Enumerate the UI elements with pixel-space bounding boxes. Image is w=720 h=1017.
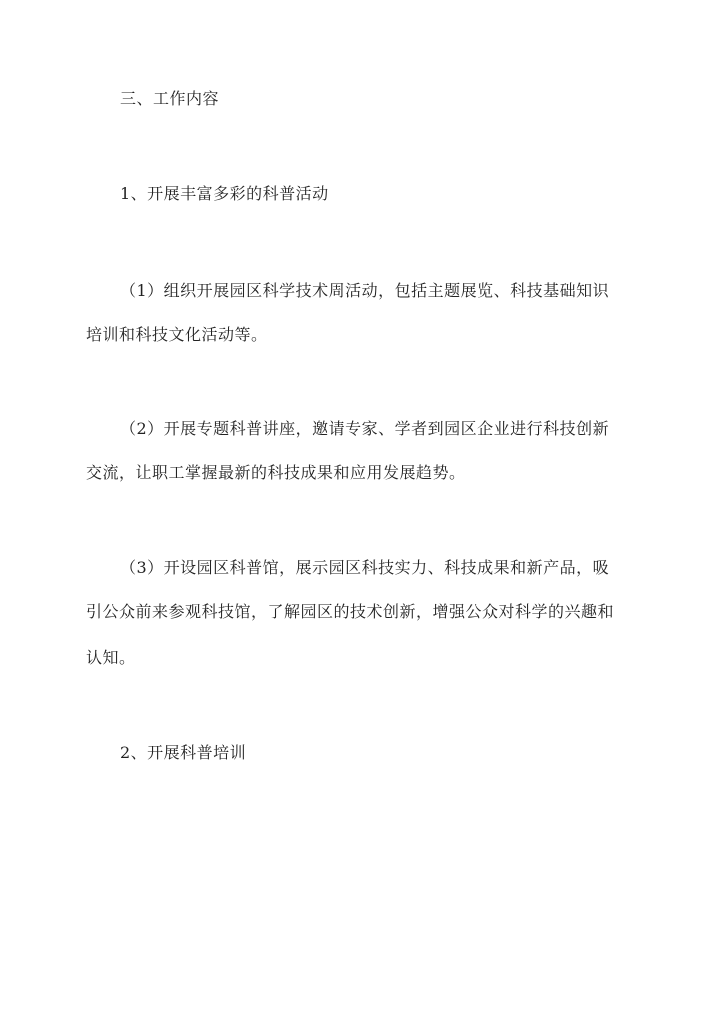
paragraph-3-line-1: （3）开设园区科普馆，展示园区科技实力、科技成果和新产品，吸 — [120, 558, 610, 577]
subsection-heading-2: 2、开展科普培训 — [120, 743, 247, 762]
subsection-heading-1: 1、开展丰富多彩的科普活动 — [120, 184, 329, 203]
paragraph-3-line-3: 认知。 — [86, 648, 136, 667]
paragraph-1-line-1: （1）组织开展园区科学技术周活动，包括主题展览、科技基础知识 — [120, 281, 610, 300]
paragraph-2-line-2: 交流，让职工掌握最新的科技成果和应用发展趋势。 — [86, 463, 466, 482]
paragraph-1-line-2: 培训和科技文化活动等。 — [86, 325, 268, 344]
section-heading: 三、工作内容 — [120, 89, 220, 108]
paragraph-2-line-1: （2）开展专题科普讲座，邀请专家、学者到园区企业进行科技创新 — [120, 419, 610, 438]
paragraph-3-line-2: 引公众前来参观科技馆，了解园区的技术创新，增强公众对科学的兴趣和 — [86, 602, 615, 621]
